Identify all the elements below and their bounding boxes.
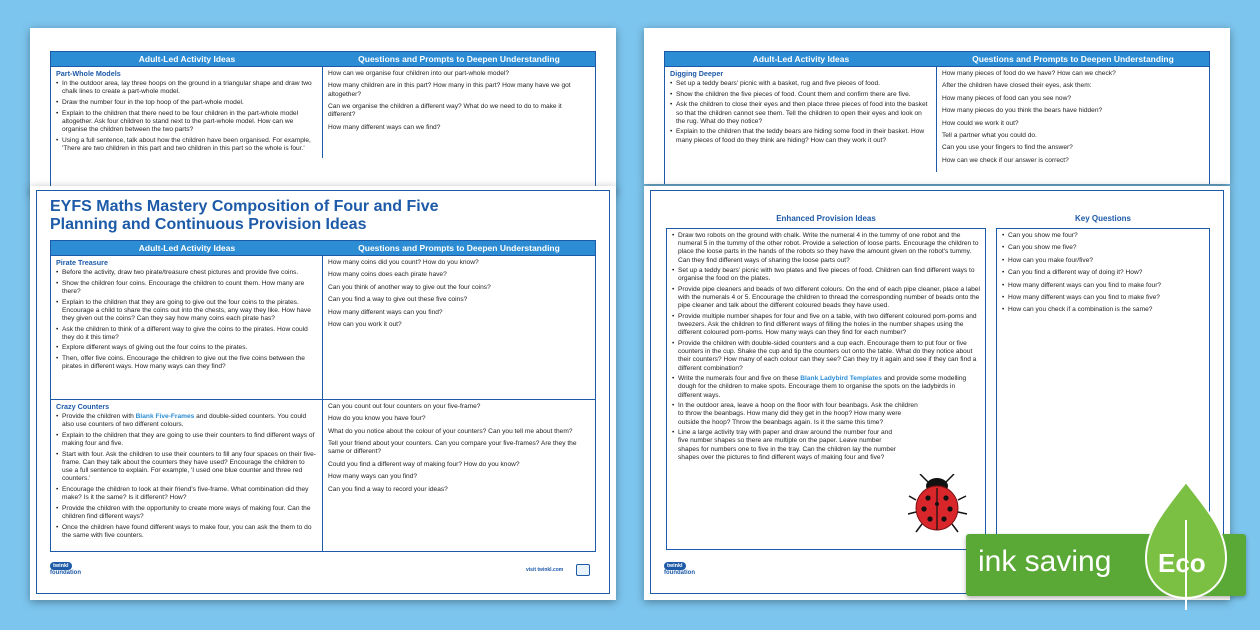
question: How could we work it out? bbox=[942, 119, 1019, 127]
section-title: Pirate Treasure bbox=[56, 258, 108, 267]
question: How many coins did you count? How do you know? bbox=[328, 259, 479, 266]
activity-cell bbox=[51, 256, 323, 399]
question: How do you know you have four? bbox=[328, 415, 426, 423]
activity-cell bbox=[51, 400, 323, 551]
list-item: • Once the children have found different ways to make four, you can ask the them to do the same with five counters. bbox=[56, 524, 317, 540]
list-item: • Set up a teddy bears' picnic with a basket, rug and five pieces of food. bbox=[670, 80, 931, 88]
list-item: • Show the children four coins. Encourage the children to count them. How many are there? bbox=[56, 280, 317, 296]
question: How can we check if our answer is correct? bbox=[942, 156, 1069, 164]
question: How many different ways can we find? bbox=[328, 123, 441, 131]
activity-list bbox=[56, 413, 317, 540]
visit-link[interactable]: visit twinkl.com bbox=[526, 567, 564, 573]
list-item: • Draw the number four in the top hoop of the part-whole model. bbox=[56, 99, 317, 107]
section-title: Digging Deeper bbox=[670, 69, 724, 78]
section-title: Part-Whole Models bbox=[56, 69, 121, 78]
questions-cell bbox=[937, 67, 1209, 172]
twinkl-logo bbox=[664, 562, 695, 576]
list-item: • Provide pipe cleaners and beads of two different colours. On the end of each pipe cleaner, place a label with the numerals 4 or 5. Encourage the children to thread the corresponding number of beads onto the pipe cleaner and talk about the different coloured beads they have used. bbox=[672, 286, 980, 311]
list-item: • Ask the children to close their eyes and then place three pieces of food into the basket so that the children cannot see them. Tell the children to open their eyes and look on the rug. What do they notice? bbox=[670, 101, 931, 126]
question: How can we organise four children into our part-whole model? bbox=[328, 70, 510, 77]
list-item: • Line a large activity tray with paper and draw around the number four and five number shapes so there are multiple on the paper. Leave number shapes for numbers one to five in the tray. Can the children lay the number shapes over the pictures to find different ways of making four and five? bbox=[672, 429, 980, 462]
leaf-icon bbox=[1144, 480, 1228, 612]
enhanced-list bbox=[672, 232, 980, 462]
ladybird-icon bbox=[908, 474, 968, 536]
table-row bbox=[665, 66, 1209, 172]
question: Can you find a way to record your ideas? bbox=[328, 485, 448, 493]
twinkl-logo bbox=[50, 562, 81, 576]
list-item: • Show the children the five pieces of food. Count them and confirm there are five. bbox=[670, 91, 931, 99]
enhanced-title: Enhanced Provision Ideas bbox=[776, 214, 876, 223]
list-item: • Provide the children with double-sided counters and a cup each. Encourage them to put four or five counters in the cup. Shake the cup and tip the counters out onto the table. What do they notice about their counters? How many of each colour can they see? Can they try it again and see if they can find a different combination? bbox=[672, 340, 980, 373]
questions-cell bbox=[323, 67, 595, 158]
activity-cell bbox=[665, 67, 937, 172]
header-questions: Questions and Prompts to Deepen Understanding bbox=[972, 54, 1174, 64]
document-title bbox=[50, 198, 438, 234]
questions-cell bbox=[323, 256, 595, 399]
sheet-top-left bbox=[30, 28, 616, 194]
activity-table bbox=[50, 240, 596, 552]
header-questions: Questions and Prompts to Deepen Understanding bbox=[358, 243, 560, 253]
list-item: • In the outdoor area, leave a hoop on the floor with four beanbags. Ask the children to throw the beanbags. How many did they get in the hoop? How many were outside the hoop? Throw the beanbags again. Is it the same this time? bbox=[672, 402, 980, 427]
question: Could you find a different way of making four? How do you know? bbox=[328, 460, 520, 468]
list-item: • How can you make four/five? bbox=[1002, 257, 1204, 265]
question: Tell a partner what you could do. bbox=[942, 131, 1037, 139]
list-item: • Start with four. Ask the children to use their counters to fill any four spaces on their five-frame. Can they talk about the counters they have used? Encourage the children to use a full sentence to explain. For example, 'I used one blue counter and three red counters.' bbox=[56, 451, 317, 484]
header-questions: Questions and Prompts to Deepen Understanding bbox=[358, 54, 560, 64]
question: Can you find a way to give out these five coins? bbox=[328, 296, 468, 304]
section-title: Crazy Counters bbox=[56, 402, 110, 411]
list-item: • Explain to the children that the teddy bears are hiding some food in their basket. How many pieces of food do they think are hiding? How can they work it out? bbox=[670, 128, 931, 144]
ink-saving-text: ink saving bbox=[978, 545, 1112, 578]
list-item: • Can you find a different way of doing it? How? bbox=[1002, 269, 1204, 277]
table-row bbox=[51, 399, 595, 551]
list-item: • How can you check if a combination is the same? bbox=[1002, 306, 1204, 314]
list-item: • Can you show me four? bbox=[1002, 232, 1204, 240]
list-item: • Encourage the children to look at their friend's five-frame. What combination did they make? Is it the same? Is it different? How? bbox=[56, 486, 317, 502]
activity-list bbox=[670, 80, 931, 145]
logo-top: twinkl bbox=[50, 562, 72, 570]
question: How many pieces do you think the bears have hidden? bbox=[942, 107, 1103, 115]
list-item: • Using a full sentence, talk about how the children have been organised. For example, 'There are two children in this part and two children in this part so the whole is four.' bbox=[56, 137, 317, 153]
table-row bbox=[51, 255, 595, 399]
list-item: • Explain to the children that they are going to use their counters to find different ways of making four and five. bbox=[56, 432, 317, 448]
question: What do you notice about the colour of your counters? Can you tell me about them? bbox=[328, 427, 573, 435]
list-item: • Ask the children to think of a different way to give the coins to the pirates. How could they do it this time? bbox=[56, 326, 317, 342]
question: Can you think of another way to give out the four coins? bbox=[328, 283, 491, 291]
question: How many pieces of food do we have? How can we check? bbox=[942, 70, 1116, 77]
question: Tell your friend about your counters. Can you compare your five-frames? Are they the same or different? bbox=[328, 440, 577, 456]
list-item-text: Write the numerals four and five on these bbox=[678, 375, 801, 383]
table-header bbox=[51, 52, 595, 66]
list-item: • Explore different ways of giving out the four coins to the pirates. bbox=[56, 344, 317, 352]
blank-five-frames-link[interactable]: Blank Five-Frames bbox=[135, 413, 195, 421]
list-item: • Set up a teddy bears' picnic with two plates and five pieces of food. Children can find different ways to organise the food on the plates. bbox=[672, 267, 980, 283]
question: Can you count out four counters on your five-frame? bbox=[328, 403, 481, 410]
list-item-text: and provide some modelling dough for the children to make spots. Encourage them to organise the spots on the ladybirds in different ways. bbox=[678, 375, 967, 399]
question: After the children have closed their eyes, ask them: bbox=[942, 82, 1092, 90]
list-item: • How many different ways can you find to make four? bbox=[1002, 282, 1204, 290]
logo-bottom: foundation bbox=[50, 570, 81, 576]
activity-list bbox=[56, 269, 317, 371]
key-questions-cell bbox=[997, 229, 1209, 322]
list-item: • Provide multiple number shapes for four and five on a table, with two different coloured pom-poms and tweezers. Ask the children to find different ways of filling the holes in the number shapes using the different coloured pom-poms. How many ways can they find for each number? bbox=[672, 313, 980, 338]
logo-bottom: foundation bbox=[664, 570, 695, 576]
title-line-1: EYFS Maths Mastery Composition of Four and Five bbox=[50, 198, 439, 215]
list-item: • Then, offer five coins. Encourage the children to give out the five coins between the pirates in different ways. How many ways can they find? bbox=[56, 355, 317, 371]
list-item-text: and double-sided counters. You could also use counters of two different colours. bbox=[62, 413, 307, 429]
activity-list bbox=[56, 80, 317, 153]
list-item-text: Provide the children with bbox=[62, 413, 136, 421]
sheet-top-right bbox=[644, 28, 1230, 184]
list-item: • How many different ways can you find to make five? bbox=[1002, 294, 1204, 302]
list-item bbox=[56, 413, 317, 429]
question: Can we organise the children a different way? What do we need to do to make it different? bbox=[328, 102, 562, 119]
header-activities: Adult-Led Activity Ideas bbox=[752, 54, 850, 64]
table-header bbox=[51, 241, 595, 255]
list-item: • In the outdoor area, lay three hoops on the ground in a triangular shape and draw two chalk lines to create a part-whole model. bbox=[56, 80, 317, 96]
question: How can you work it out? bbox=[328, 320, 402, 328]
list-item: • Explain to the children that they are going to give out the four coins to the pirates. Encourage a child to share the coins out into the chests, any way they like. How have they given out the coins? Can they say how many coins each pirate has? bbox=[56, 299, 317, 324]
header-activities: Adult-Led Activity Ideas bbox=[138, 54, 236, 64]
badge-icon bbox=[576, 564, 590, 576]
list-item: • Before the activity, draw two pirate/treasure chest pictures and provide five coins. bbox=[56, 269, 317, 277]
activity-cell bbox=[51, 67, 323, 158]
list-item: • Can you show me five? bbox=[1002, 244, 1204, 252]
list-item: • Provide the children with the opportunity to create more ways of making four. Can the children find different ways? bbox=[56, 505, 317, 521]
title-line-2: Planning and Continuous Provision Ideas bbox=[50, 216, 367, 233]
header-activities: Adult-Led Activity Ideas bbox=[138, 243, 236, 253]
question: How many different ways can you find? bbox=[328, 308, 443, 316]
enhanced-cell bbox=[667, 229, 985, 467]
list-item: • Explain to the children that there need to be four children in the part-whole model altogether. Ask four children to stand next to the part-whole model. How can we organise the children between the two parts? bbox=[56, 110, 317, 135]
key-questions-title: Key Questions bbox=[1074, 214, 1131, 223]
table-row bbox=[51, 66, 595, 158]
questions-cell bbox=[323, 400, 595, 551]
logo-top: twinkl bbox=[664, 562, 686, 570]
question: How many ways can you find? bbox=[328, 473, 418, 481]
activity-table bbox=[50, 51, 596, 194]
question: Can you use your fingers to find the answer? bbox=[942, 144, 1073, 152]
activity-table bbox=[664, 51, 1210, 184]
key-questions-list bbox=[1002, 232, 1204, 315]
eco-label: Eco bbox=[1158, 548, 1206, 578]
question: How many pieces of food can you see now? bbox=[942, 94, 1072, 102]
question: How many children are in this part? How many in this part? How many have we got altogether? bbox=[328, 82, 571, 98]
question: How many coins does each pirate have? bbox=[328, 271, 447, 279]
list-item: • Draw two robots on the ground with chalk. Write the numeral 4 in the tummy of one robot and the numeral 5 in the tummy of the other robot. Provide a selection of loose parts. Encourage the children to place the loose parts in the hands of the robots so they have the amount given on the robot's tummy. Can they find different ways of sharing the loose parts out? bbox=[672, 232, 980, 265]
table-header bbox=[665, 52, 1209, 66]
list-item bbox=[672, 375, 980, 400]
sheet-bottom-left bbox=[30, 186, 616, 600]
blank-ladybird-templates-link[interactable]: Blank Ladybird Templates bbox=[800, 375, 882, 383]
